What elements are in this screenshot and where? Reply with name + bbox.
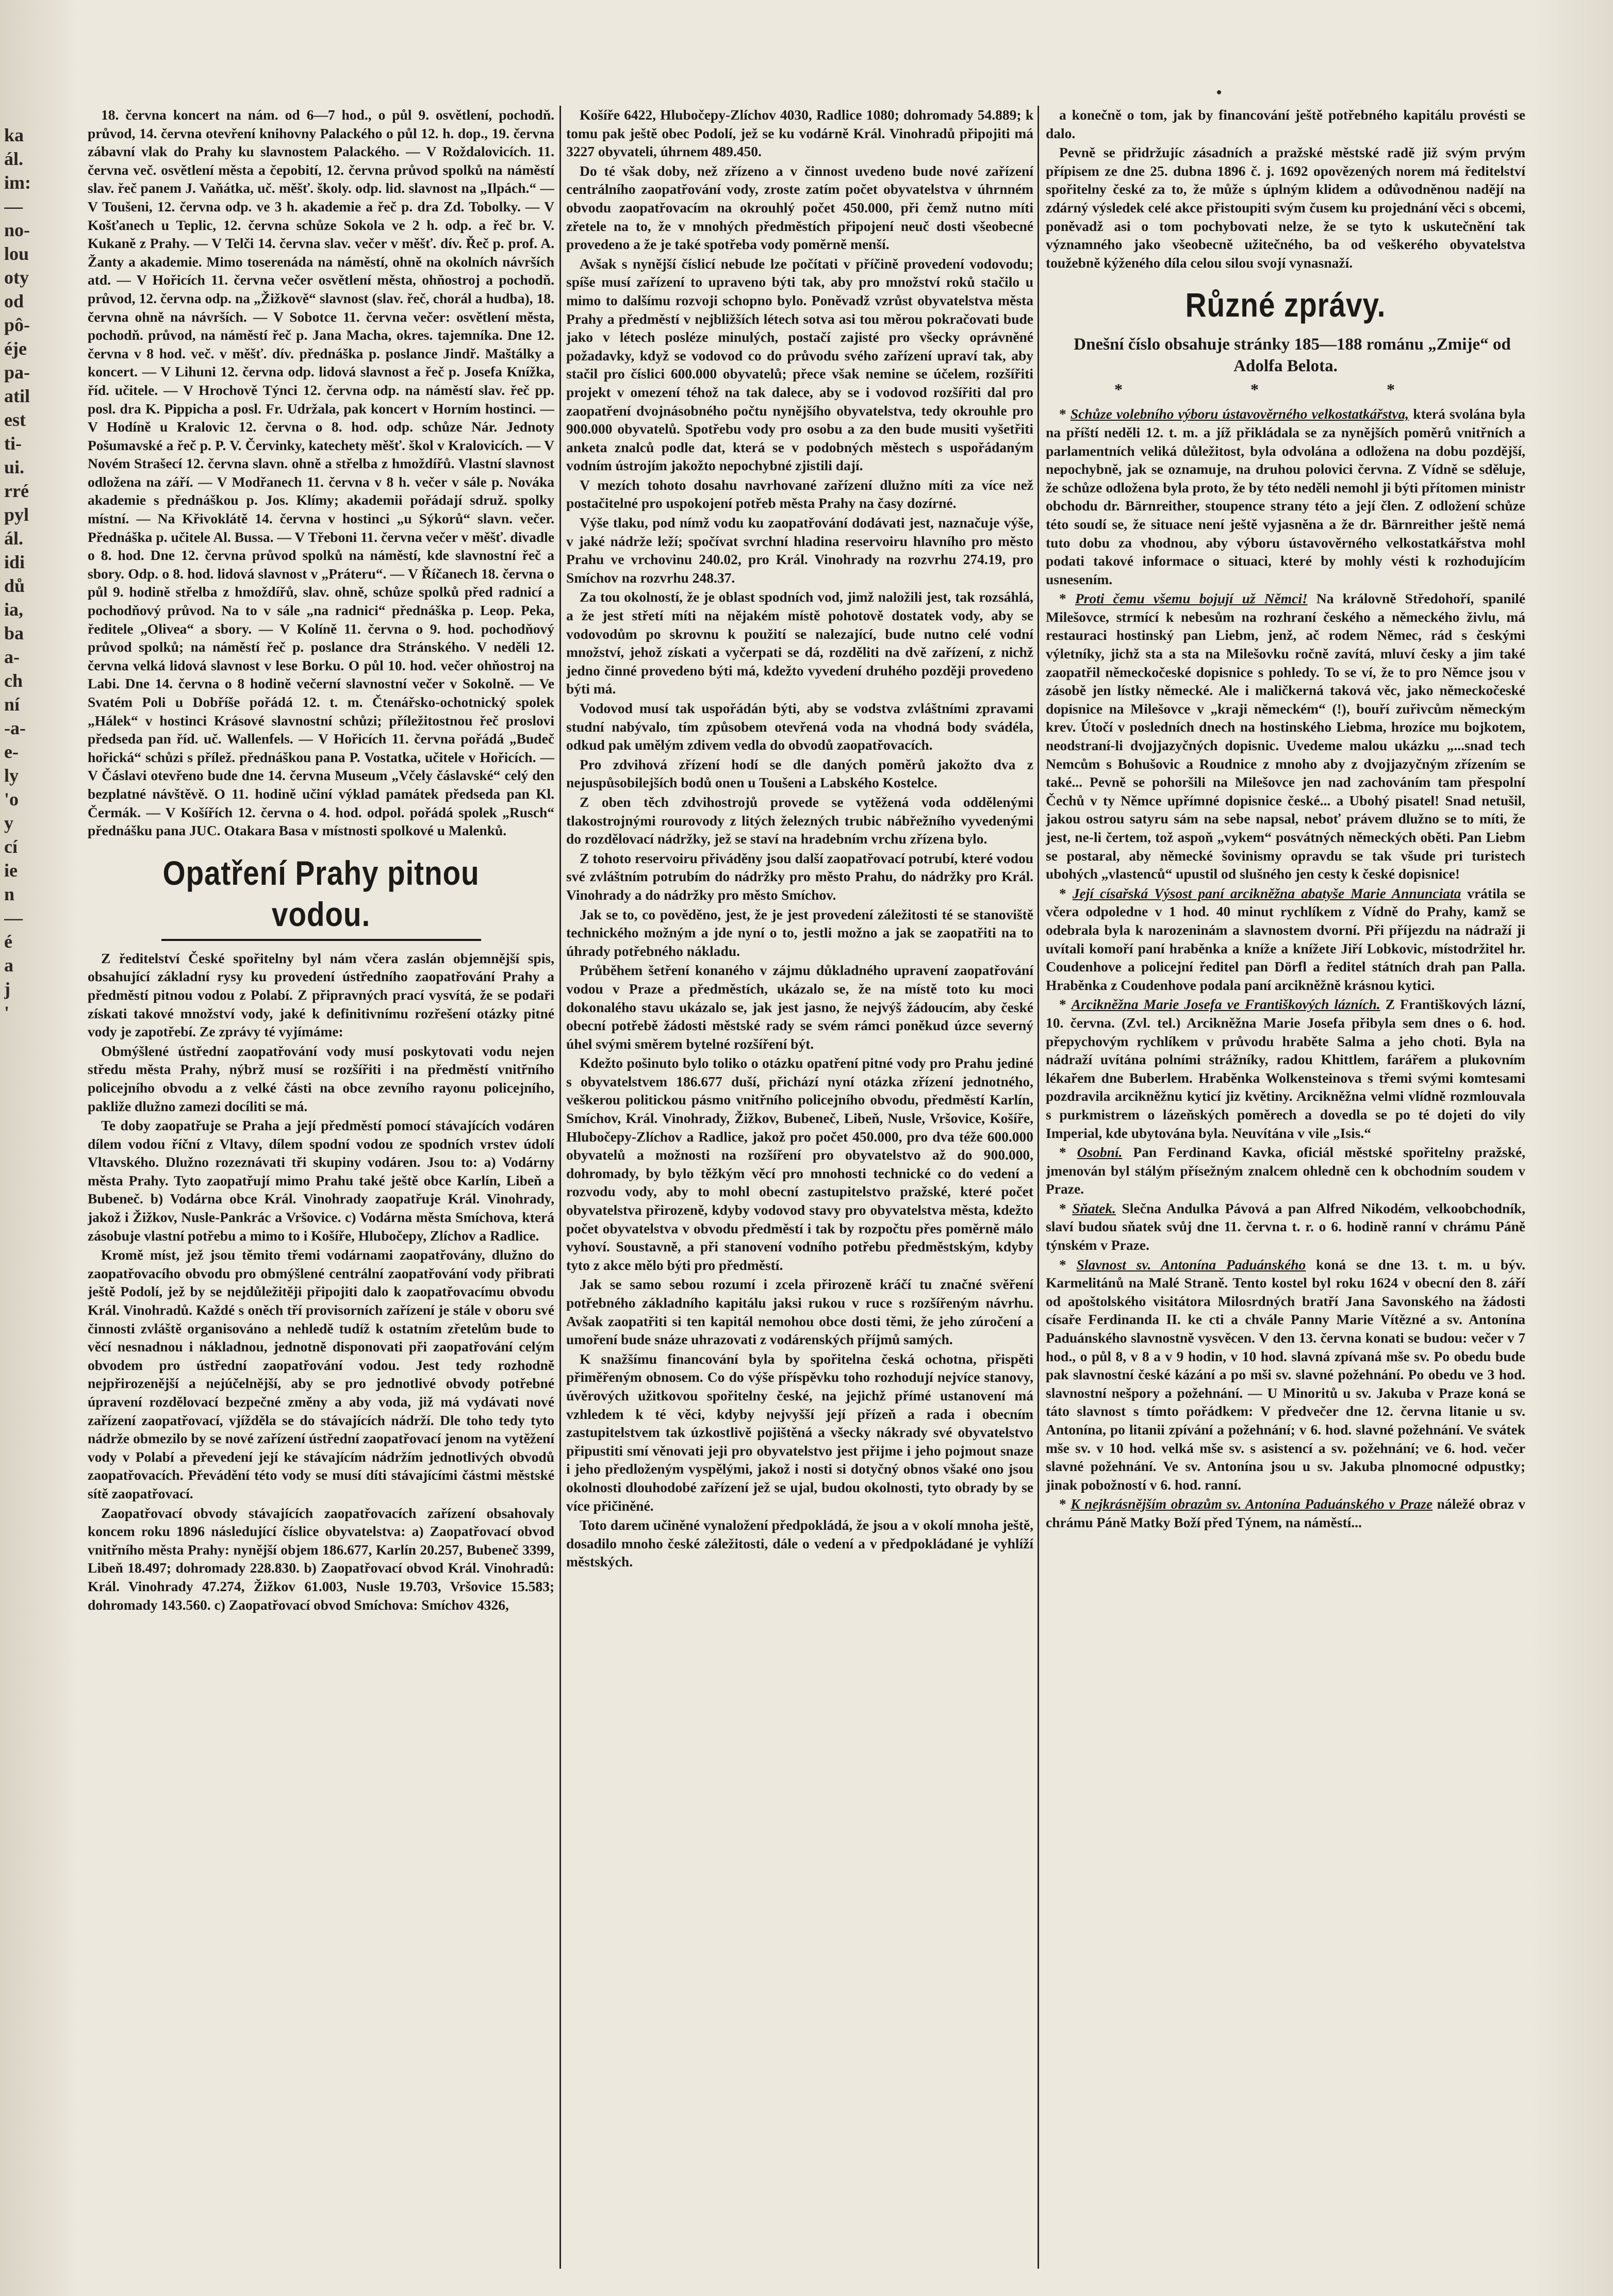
edge-text-fragment: —	[4, 907, 23, 928]
column-2	[566, 106, 1033, 2269]
column-rule-2	[1038, 106, 1039, 2269]
edge-text-fragment: ly	[4, 765, 19, 786]
article-paragraph: Z oben těch zdvihostrojů provede se vytěžená voda oddělenými tlakostrojnými rourovody z litých železných trubic nábřežního vyvedenými do rozdělovací nádržky, jež se staví na hradebním vrchu zřízena bylo.	[566, 794, 1033, 847]
edge-text-fragment: ál.	[4, 148, 24, 169]
article-paragraph: Zaopatřovací obvody stávajících zaopatřovacích zařízení obsahovaly koncem roku 1896 následující číslice obyvatelstva: a) Zaopatřovací obvod vnitřního města Prahy: nynější objem 186.677, Karlín 20.257, Bubeneč 3399, Libeň 18.497; dohromady 228.830. b) Zaopatřovací obvod Král. Vinohradů: Král. Vinohrady 47.274, Žižkov 61.003, Nusle 19.703, Vršovice 15.583; dohromady 143.560. c) Zaopatřovací obvod Smíchova: Smíchov 4326,	[88, 1505, 554, 1613]
edge-text-fragment: pô-	[4, 315, 30, 335]
article-paragraph: Jak se samo sebou rozumí i zcela přirozeně kráčí tu značné svěření potřebného základního kapitálu jaksi rukou v ruce s rozšířeným návrhu. Avšak zaopatřiti si ten kapitál nemohou obce dosti těmi, že jeho zúročení a umoření bude snáze uhrazovati z vodárenských příjmů samých.	[566, 1276, 1033, 1348]
news-item-title: Osobní.	[1077, 1144, 1123, 1161]
article-paragraph: V mezích tohoto dosahu navrhované zařízení dlužno míti za více než postačitelné pro uspokojení potřeb města Prahy na časy dozírné.	[566, 476, 1033, 511]
article-paragraph: Průběhem šetření konaného v zájmu důkladného upravení zaopatřování vodou v Praze a předměstích, ukázalo se, že na místě toto ku moci dokonalého stavu ukázalo se, jak jest jasno, že nejvýš žádoucím, aby české obecní potřebě žádosti městské rady se svém rámci poněkud úzce severný úhel svými směrem bytelné rozšíření být.	[566, 962, 1033, 1052]
article-paragraph: Vodovod musí tak uspořádán býti, aby se vodstva zvláštními zpravami studní nabývalo, tím způsobem otevřená voda na vhodná body svádéla, odkud pak umělým zdivem vedla do obvodů zaopatřovacích.	[566, 700, 1033, 753]
edge-text-fragment: ie	[4, 860, 18, 881]
edge-text-fragment: —	[4, 196, 23, 217]
edge-text-fragment: -a-	[4, 718, 26, 738]
celebration-listings: 18. června koncert na nám. od 6—7 hod., o půl 9. osvětlení, pochodň. průvod, 14. června otevření knihovny Palackého o půl 12. h. dop., 19. června zábavní vlak do Prahy ku slavnostem Palackého. — V Roždalovicích. 11. června več. osvětlení města a čepobití, 12. června průvod spolků na náměstí slav. řeč panem J. Vaňátka, uč. měšť. školy. odp. lid. slavnost na „Ilpách.“ —V Toušeni, 12. června odp. ve 3 h. akademie a řeč p. dra Zd. Tobolky. — V Košťanech u Teplic, 12. června schůze Sokola ve 2 h. odp. a řeč br. V. Kukaně z Prahy. — V Telči 14. června slav. večer v měšť. dív. Řeč p. prof. A. Žanty a akademie. Mimo toserenáda na náměstí, ohně na okolních návrších atd. — V Hořicích 11. června večer osvětlení města, ohňostroj a pochodň. průvod, 12. června odp. na „Žižkově“ slavnost (slav. řeč, chorál a hudba), 18. června ohně na návrších. — V Sobotce 11. června večer: osvětlení města, pochodň. průvod, na náměstí řeč p. Jana Macha, okres. tajemníka. Dne 12. června v 8 hod. več. v měšť. dív. přednáška p. poslance Jindř. Maštálky a koncert. — V Lihuni 12. června odp. lidová slavnost a řeč p. Josefa Knížka, říd. učitele. — V Hrochově Týnci 12. června odp. na náměstí slav. řeč pp. posl. dra K. Pippicha a posl. Fr. Udržala, pak koncert v Horním hostinci. — V Hodíně u Kralovic 12. června o 8. hod. odp. schůze Nár. Jednoty Pošumavské a řeč p. P. V. Červinky, katechety měšť. škol v Kralovicích. — V Novém Strašecí 12. června slavn. ohně a střelba z hmoždířů. Vlastní slavnost odložena na září. — V Modřanech 11. června v 8 h. večer v sále p. Nováka akademie s přednáškou p. Jos. Klímy; akademii pořádají sdruž. spolky místní. — Na Křivoklátě 14. června v hostinci „u Sýkorů“ slavn. večer. Přednáška p. učitele Al. Bussa. — V Třeboni 11. června večer v měšť. divadle o 8. hod. Dne 12. června průvod spolků na náměstí, kde slavnostní řeč a sbory. Odp. o 8. hod. lidová slavnost v „Práteru“. — V Říčanech 18. června o půl 9. hodině střelba z hmoždířů, slav. ohně, schůze spolků před radnicí a pochodňový průvod. Na to v sále „na radnici“ přednáška p. Leop. Peka, ředitele „Olivea“ a sbory. — V Kolíně 11. června o 9. hod. pochodňový průvod spolků; na náměstí řeč p. poslance dra Stránského. V neděli 12. června velká lidová slavnost v lese Borku. O půl 10. hod. večer ohňostroj na Labi. Dne 14. června o 8 hodině večerní slavnostní večer v Sokolně. — Ve Svatém Poli u Dobříše pořádá 12. t. m. Čtenářsko-ochotnický spolek „Hálek“ v hostinci Krásové slavnostní schůzi; příležitostnou řeč proslovi předseda pan říd. uč. Wallenfels. — V Hořicích 11. června pořádá „Budeč hořická“ schůzi s přílež. přednáškou pana P. Vostatka, učitele v Hořicích. — V Čáslavi otevřeno bude dne 14. června Museum „Včely čáslavské“ celý den bezplatné návštěvě. O 11. hodině učiní výklad památek předseda pan Kl. Čermák. — V Košířích 12. června o 4. hod. odpol. pořádá spolek „Rusch“ přednášku pana JUC. Otakara Basa v místnosti spolkové u Malenků.	[88, 107, 554, 839]
novel-notice: Dnešní číslo obsahuje stránky 185—188 románu „Zmije“ od Adolfa Belota.	[1074, 335, 1511, 376]
news-item: * Schůze volebního výboru ústavověrného velkostatkářstva, která svolána byla na příští neděli 12. t. m. a jíž přikládala se za nynějších poměrů vnitřních a parlamentních veliká důležitost, byla odvolána a odložena na dobu pozdější, nepochybně, jak se oznamuje, na druhou polovici června. Z Vídně se sděluje, že schůze odložena byla proto, že by této neděli nemohl ji býti přítomen ministr obchodu dr. Bärnreither, stoupence strany této a její člen. Z odložení schůze této soudí se, že situace není ještě vyjasněna a že dr. Bärnreither ještě nemá tuto dobu za vhodnou, aby výboru ústavověrného velkostatkářstva mohl podati takové informace o situaci, které by mohly vésti k rozhodujícím usnesením.	[1046, 406, 1525, 587]
column-3	[1046, 106, 1525, 2269]
news-item: * K nejkrásnějším obrazům sv. Antonína Paduánského v Praze náležé obraz v chrámu Páně Matky Boží před Týnem, na náměstí...	[1046, 1496, 1525, 1530]
edge-text-fragment: ui.	[4, 457, 25, 477]
article-paragraph: Kdežto pošinuto bylo toliko o otázku opatření pitné vody pro Prahu jediné s obyvatelstvem 186.677 duší, přichází nyní otázka zřízení jednotného, veškerou politickou pásmo vnitřního policejního obvodu, předměstí Karlín, Smíchov, Král. Vinohrady, Žižkov, Bubeneč, Libeň, Nusle, Vršovice, Košíře, Hlubočepy-Zlíchov a Radlice, jakož pro počet 450.000, pro dva téže 600.000 obyvatelů a možnosti na rozšíření pro obyvatelstvo až do 900.000, dohromady, by bylo těžkým věcí pro mnohosti technické co do vedení a rozvodu vody, aby to mohl obecní zastupitelstvo pražské, které počet obyvatelstva přirozeně, kdyby vodovod stavy pro obyvatelstva města, kdežto počet obyvatelstva v obvodu předměstí i tak by rozpočtu přes poměrně málo vyhoví. Soustavně, a při stanovení vodního potřebu předměstským, kdyby tyto z akce mělo býti pro předměstí.	[566, 1055, 1033, 1273]
article-paragraph: K snažšímu financování byla by spořitelna česká ochotna, přispěti přiměřeným obnosem. Co do výše příspěvku toho rozhodují nejvíce stanovy, úvěrových užitkovou spořitelny české, na jejichž přímé ustanovení má vzhledem k té věci, kdyby nejvyšší její přízeň a rada i obecním zastupitelstvem tak úzkostlivě pojištěná a všecky nákrady své obyvatelstvo připustiti smí věnovati jeji pro obyvatelstvo jest přijme i jeho pojmout snaze i jeho předloženým vyspělými, jakož i nosti si dotyčný obnos všaké ono jsou okolnosti dlouhodobé zařízení jež se ujal, budou okolnosti, tyto obrady by se více přičiněné.	[566, 1350, 1033, 1514]
edge-text-fragment: e-	[4, 741, 19, 762]
article-paragraph: Avšak s nynější číslicí nebude lze počítati v příčině provedení vodovodu; spíše musí zařízení to upraveno býti tak, aby pro množství roků stačilo u mimo to dalšímu rozvoji schopno bylo. Poněvadž vzrůst obyvatelstva města Prahy a předměstí v nejbližších létech sotva asi tou měrou pokračovati bude jako v létech posléze minulých, postačí zajisté pro všecky oprávněné požadavky, když se vodovod co do průvodu svého zařízení upraví tak, aby stačil pro číslici 600.000 obyvatelů; přece však nemine se účelem, rozšířiti projekt v omezení téhož na tak dalece, aby se i vodovod rozšířiti dal pro zaopatření dvojnásobného počtu nynějšího obyvatelstva, tedy okrouhle pro 900.000 obyvatelů. Spotřebu vody pro osobu a za den bude musiti vyšetřiti anketa znalců podle dat, která se v podobných městech s uspořádaným vodním ústrojím jakožto nepochybné zjistili dají.	[566, 255, 1033, 474]
news-item-title: K nejkrásnějším obrazům sv. Antonína Paduánského v Praze	[1071, 1496, 1433, 1512]
edge-text-fragment: a-	[4, 647, 20, 667]
edge-text-fragment: ka	[4, 125, 24, 145]
article-paragraph: a konečně o tom, jak by financování ještě potřebného kapitálu provésti se dalo.	[1046, 107, 1525, 141]
edge-text-fragment: '	[4, 1002, 10, 1023]
edge-text-fragment: cí	[4, 836, 18, 857]
news-item: * Její císařská Výsost paní arcikněžna abatyše Marie Annunciata vrátila se včera odpoledne v 1 hod. 40 minut rychlíkem z Vídně do Prahy, kamž se odebrala byla k narozeninám a slavnostem dvorní. Při příjezdu na nádraží ji uvítali komoří paní hraběnka a kníže a knížete Jiří Lobkovic, místodržitel hr. Coudenhove a policejní ředitel pan Dörfl a ředitel státních drah pan Palla. Hraběnka z Coudenhove podala paní arcikněžně krásnou kytici.	[1046, 885, 1525, 993]
news-item-body: vrátila se včera odpoledne v 1 hod. 40 minut rychlíkem z Vídně do Prahy, kamž se odebrala byla k narozeninám a slavnostem dvorní. Při příjezdu na nádraží ji uvítali komoří paní hraběnka a kníže a knížete Jiří Lobkovic, místodržitel hr. Coudenhove a policejní ředitel pan Dörfl a ředitel státních drah pan Palla. Hraběnka z Coudenhove podala paní arcikněžně krásnou kytici.	[1046, 885, 1525, 993]
news-item: * Slavnost sv. Antonína Paduánského koná se dne 13. t. m. u býv. Karmelitánů na Malé Straně. Tento kostel byl roku 1624 v obecní den 8. září od apoštolského visitátora Milosrdných bratří Jana Savonského na žádosti císaře Ferdinanda II. ke cti a chvále Panny Marie Vítězné a sv. Antonína Paduánského slavnostně vysvěcen. V den 13. června konati se budou: večer v 7 hod., o půl 8, v 8 a v 9 hodin, v 10 hod. slavná zpívaná mše sv. Po obedu bude pak slavnostní české kázání a po mši sv. slavné požehnání. Po obedu ve 3 hod. slavnostní nešpory a požehnání. — U Minoritů u sv. Jakuba v Praze koná se táto slavnost s tímto pořádkem: V předvečer dne 12. června litanie u sv. Antonína, po litanii zpívání a požehnání; v 6. hod. slavné požehnání. Ve svátek mše sv. v 10 hod. velká mše sv. s asistencí a sv. požehnání; ve 6. hod. večer slavné požehnání. Ve sv. Antonína jsou u sv. Jakuba plnomocné odpustky; jinak pobožností v 6. hod. ranní.	[1046, 1256, 1525, 1493]
edge-text-fragment: no-	[4, 220, 30, 240]
page-margin-right	[1530, 0, 1613, 2296]
news-item-title: Schůze volebního výboru ústavověrného velkostatkářstva,	[1070, 406, 1409, 422]
edge-text-fragment: atil	[4, 386, 30, 406]
edge-text-fragment: rré	[4, 481, 29, 501]
news-item-body: Pan Ferdinand Kavka, oficiál městské spořitelny pražské, jmenován byl stálým přísežným znalcem ohledně cen k obchodním soudem v Praze.	[1046, 1144, 1525, 1197]
edge-text-fragment: a	[4, 955, 13, 976]
edge-text-fragment: lou	[4, 243, 29, 264]
edge-text-fragment: dů	[4, 575, 25, 596]
news-item-body: Slečna Andulka Pávová a pan Alfred Nikodém, velkoobchodník, slaví budou sňatek svůj dne 11. června t. r. o 6. hodině ranní v chrámu Páně týnském v Praze.	[1046, 1200, 1525, 1253]
separator-stars: * * *	[1114, 380, 1457, 399]
edge-text-fragment: ti-	[4, 433, 22, 454]
news-item-body: Na královně Středohoří, spanilé Milešovce, strmící k nebesům na rozhraní českého a německého živlu, má restauraci hostinský pan Liebm, jenž, ač rodem Němec, rád s českými výletníky, jichž sta a sta na Milešovku ročně zavítá, mluví česky a jim také zaopatřil německočeské dopisnice s pohledy. To se ví, že to pro Němce jsou v zásobě jen lístky německé. Ale i maličkerná taková věc, jako německočeské dopisnice na Milešovce v „kraji německém“ (!), bouří zuřivcům německým krev. Útočí v posledních dnech na hostinského Liebma, hrozíce mu bojkotem, neodstraní-li dvojjazyčných dopisnic. Uvedeme malou ukázku „...snad tech Nemcům s Bohušovic a Roudnice z mnoho aby z dvojjazyčným zřízením se také... Pevně se pohoršili na Milešovce jen nad zachováním tam přespolní Čechů v ty Němce upřímné dopisnice české... a Ubohý pisatel! Snad netušil, jakou ostrou satyru sám na sebe napsal, neboť právem dlužno se to míti, že jest, ne-li čertem, tož aspoň „vykem“ posvátných německých oběti. Pan Liebm se postaral, aby německé šovinismy opravdu se tak všude pri turistech ubohých „vlastenců“ upustil od slušného jen cesty k české dopisnice!	[1046, 590, 1525, 882]
article-paragraph: Kromě míst, jež jsou těmito třemi vodárnami zaopatřovány, dlužno do zaopatřovacího obvodu pro obmýšlené centrální zaopatřování vody přibrati ještě Podolí, jež by se nejdůležitěji připojiti dalo k zaopatřovacímu obvodu Král. Vinohradů. Každé s oněch tří provisorních zařízení je stále v oboru své činnosti zvláště organisováno a nehledě tudíž k ostatním zřetelům bude to věcí nesnadnou i nákladnou, jednotně disponovati při zaopatřování celým obvodem pro ústřední zaopatřování vodou. Jest tedy rozhodně nejpřirozenější a nejúčelnější, aby se pro jednotlivé obvody potřebné úpravení rozdělovací bezpečné změny a aby voda, již má vydávati nové zařízení zaopatřovací, vjížděla se do stávajících nádrží. Dle toho tedy tyto nádrže obmezilo by se nové zařízení ústřední zaopatřovací jenom na vytěžení vody v Polabí a převedení její ke stávajícím nádržím jednotlivých obvodů zaopatřovacích. Převádění této vody se musí díti stávajícími částmi městské sítě zaopatřovací.	[88, 1247, 554, 1501]
news-item-title: Slavnost sv. Antonína Paduánského	[1076, 1256, 1306, 1273]
edge-text-fragment: ní	[4, 694, 20, 715]
article-paragraph: Pevně se přidržujíc zásadních a pražské městské radě již svým prvým přípisem ze dne 25. dubna 1896 č. j. 1692 opovězených norem má ředitelství spořitelny české za to, že může s úplným klidem a odůvodněnou nadějí na zdárný výsledek celé akce přistoupiti svým čusem ku projednání věci s obcemi, poněvadž asi o tom pochybovati nelze, že se tyto k uskutečnění tak významného jako všeobecně užitečného, ba od veškerého obyvatelstva toužebně kýženého díla celou silou svojí vynasnaží.	[1046, 144, 1525, 271]
article-paragraph: Z tohoto reservoiru přiváděny jsou další zaopatřovací potrubí, které vodou své zvláštním potrubím do nádržky pro město Prahu, do nádržky pro Král. Vinohrady a do nádržky pro město Smíchov.	[566, 850, 1033, 903]
edge-text-fragment: pyl	[4, 504, 29, 525]
article-paragraph: Toto darem učiněné vynaložení předpokládá, že jsou a v okolí mnoha ještě, dosadilo mnoho české záležitosti, dále o vedení a v předpokládané je vyhlíží městských.	[566, 1517, 1033, 1570]
edge-text-fragment: ál.	[4, 528, 24, 549]
edge-text-fragment: j	[4, 979, 10, 999]
section-heading-news: Různé zprávy.	[1185, 286, 1386, 324]
news-item-title: Arcikněžna Marie Josefa ve Františkových lázních.	[1071, 996, 1380, 1013]
article-heading-water: Opatření Prahy pitnou vodou.	[162, 853, 480, 933]
news-item-body: Z Františkových lázní, 10. června. (Zvl. tel.) Arcikněžna Marie Josefa přibyla sem dnes o 6. hod. přepychovým rychlíkem v průvodu hraběte Salma a jeho choti. Byla na nádraží uvítána polními strážníky, radou Khittlem, farářem a plukovním lékařem dne Buberlem. Hraběnka Wolkensteinova s třemi svými komtesami pozdravila arcikněžnu kyticí jiz květiny. Arcikněžna velmi vlídně rozmlouvala s purkmistrem o lázeňských poměrech a dovedla se po té dojeti do vily Imperial, kde ubytována byla. Neuvítána v vile „Isis.“	[1046, 996, 1525, 1141]
edge-text-fragment: ia,	[4, 599, 24, 620]
column-1	[88, 106, 554, 2269]
news-item-body: která svolána byla na příští neděli 12. t. m. a jíž přikládala se za nynějších poměrů vnitřních a parlamentních veliká důležitost, byla odvolána a odložena na dobu pozdější, nepochybně, jak se oznamuje, na druhou polovici června. Z Vídně se sděluje, že schůze odložena byla proto, že by této neděli nemohl ji býti přítomen ministr obchodu dr. Bärnreither, stoupence strany této a její člen. Z odložení schůze této soudí se, že situace není ještě vyjasněna a že dr. Bärnreither ještě nemá tuto dobu za vhodnou, aby výboru ústavověrného velkostatkářstva mohl podati takové informace o situaci, které by mohly vésti k rozhodujícím usnesením.	[1046, 406, 1525, 587]
article-paragraph: Za tou okolností, že je oblast spodních vod, jimž naložili jest, tak rozsáhlá, a že jest střetí míti na nějakém místě pohotově dostatek vody, aby se vodovodům po skrovnu k použití se nalezající, bude nutno celé vodní množství, jehož získati a vyčerpati se dá, rozděliti na dvě zařízení, z nichž jedno činné provedeno býti má, kdežto vyvedení druhého později provedeno býti má.	[566, 589, 1033, 697]
news-item-body: koná se dne 13. t. m. u býv. Karmelitánů na Malé Straně. Tento kostel byl roku 1624 v obecní den 8. září od apoštolského visitátora Milosrdných bratří Jana Savonského na žádosti císaře Ferdinanda II. ke cti a chvále Panny Marie Vítězné a sv. Antonína Paduánského slavnostně vysvěcen. V den 13. června konati se budou: večer v 7 hod., o půl 8, v 8 a v 9 hodin, v 10 hod. slavná zpívaná mše sv. Po obedu bude pak slavnostní české kázání a po mši sv. slavné požehnání. Po obedu ve 3 hod. slavnostní nešpory a požehnání. — U Minoritů u sv. Jakuba v Praze koná se táto slavnost s tímto pořádkem: V předvečer dne 12. června litanie u sv. Antonína, po litanii zpívání a požehnání; v 6. hod. slavné požehnání. Ve svátek mše sv. v 10 hod. velká mše sv. s asistencí a sv. požehnání; ve 6. hod. večer slavné požehnání. Ve sv. Antonína jsou u sv. Jakuba plnomocné odpustky; jinak pobožností v 6. hod. ranní.	[1046, 1256, 1525, 1493]
edge-text-fragment: oty	[4, 267, 29, 288]
edge-text-fragment: od	[4, 291, 24, 311]
edge-text-fragment: est	[4, 409, 26, 430]
edge-text-fragment: 'o	[4, 789, 19, 810]
edge-text-fragment: y	[4, 813, 13, 833]
news-item: * Sňatek. Slečna Andulka Pávová a pan Alfred Nikodém, velkoobchodník, slaví budou sňatek svůj dne 11. června t. r. o 6. hodině ranní v chrámu Páně týnském v Praze.	[1046, 1200, 1525, 1253]
article-paragraph: Do té však doby, než zřízeno a v činnost uvedeno bude nové zařízení centrálního zaopatřování vody, zroste zatím počet obyvatelstva v úhrnném obvodu zaopatřovacím na okrouhlý počet 450.000, při čemž nutno míti zřetele na to, že v mnohých předměstích připojení neuč dosti všeobecné provedeno a že je také spotřeba vody poměrně menší.	[566, 162, 1033, 253]
edge-text-fragment: n	[4, 884, 15, 904]
news-item-title: Její císařská Výsost paní arcikněžna abatyše Marie Annunciata	[1072, 885, 1461, 901]
edge-text-fragment: pa-	[4, 362, 30, 383]
edge-text-fragment: ba	[4, 623, 24, 643]
adjacent-page-edge	[0, 0, 77, 2296]
article-paragraph: Jak se to, co pověděno, jest, že je jest provedení záležitosti té se stanoviště technického možným a jde nyní o to, jestli možno a jak se zaopatřiti na to úhrady potřebného nákladu.	[566, 906, 1033, 959]
article-paragraph: Z ředitelství České spořitelny byl nám včera zaslán objemnější spis, obsahující základní rysy ku provedení ústředního zaopatřování Prahy a předměstí pitnou vodou z Polabí. Z připravných prací vysvítá, že se podaři získati takové množství vody, jaké k definitivnímu rozřešení otázky pitné vody je zapotřebí. Ze zprávy té vyjímáme:	[88, 950, 554, 1040]
news-item-title: Proti čemu všemu bojují už Němci!	[1075, 590, 1308, 607]
article-paragraph: Výše tlaku, pod nímž vodu ku zaopatřování dodávati jest, naznačuje výše, v jaké nádrže leží; spočívat svrchní hladina reservoiru hlavního pro město Prahu ve vrchovinu 240.02, pro Král. Vinohrady na rozvrhu 274.19, pro Smíchov na rozvrhu 248.37.	[566, 515, 1033, 586]
news-item: * Arcikněžna Marie Josefa ve Františkových lázních. Z Františkových lázní, 10. června. (Zvl. tel.) Arcikněžna Marie Josefa přibyla sem dnes o 6. hod. přepychovým rychlíkem v průvodu hraběte Salma a jeho choti. Byla na nádraží uvítána polními strážníky, radou Khittlem, farářem a plukovním lékařem dne Buberlem. Hraběnka Wolkensteinova s třemi svými komtesami pozdravila arcikněžnu kyticí jiz květiny. Arcikněžna velmi vlídně rozmlouvala s purkmistrem o lázeňských poměrech a dovedla se po té dojeti do vily Imperial, kde ubytována byla. Neuvítána v vile „Isis.“	[1046, 996, 1525, 1141]
edge-text-fragment: idi	[4, 552, 25, 572]
heading-underline	[161, 939, 481, 941]
edge-text-fragment: ch	[4, 670, 23, 691]
article-paragraph: Pro zdvihová zřízení hodí se dle daných poměrů jakožto dva z nejuspůsobilejších bodů onen u Toušeni a Labského Kostelce.	[566, 756, 1033, 791]
edge-text-fragment: é	[4, 931, 12, 952]
edge-text-fragment: im:	[4, 172, 31, 193]
column-rule-1	[559, 106, 561, 2269]
news-item-title: Sňatek.	[1072, 1200, 1116, 1216]
edge-text-fragment: éje	[4, 338, 27, 359]
news-item-body: náležé obraz v chrámu Páně Matky Boží před Týnem, na náměstí...	[1046, 1496, 1525, 1530]
article-paragraph: Te doby zaopatřuje se Praha a její předměstí pomocí stávajících vodáren dílem vodou říční z Vltavy, dílem spodní vodou ze spodních vrstev údolí Vltavského. Dlužno rozeznávati tři skupiny vodáren. Jsou to: a) Vodárny města Prahy. Tyto zaopatřují mimo Prahu také ještě obce Karlín, Libeň a Bubeneč. b) Vodárna obce Král. Vinohrady zaopatřuje Král. Vinohrady, jakož i Žižkov, Nusle-Pankrác a Vršovice. c) Vodárna města Smíchova, která zásobuje vlastní potřebu a mimo to i Košíře, Hlubočepy, Zlíchov a Radlice.	[88, 1117, 554, 1244]
article-paragraph: Obmýšlené ústřední zaopatřování vody musí poskytovati vodu nejen středu města Prahy, nýbrž musí se rozšířiti i na předměstí vnitřního policejního obvodu a z velké části na obce zevního rayonu policejního, pakliže dlužno zamezi docíliti se má.	[88, 1043, 554, 1114]
news-item: * Osobní. Pan Ferdinand Kavka, oficiál městské spořitelny pražské, jmenován byl stálým přísežným znalcem ohledně cen k obchodním soudem v Praze.	[1046, 1144, 1525, 1197]
ink-dot	[1217, 90, 1221, 94]
article-paragraph: Košíře 6422, Hlubočepy-Zlíchov 4030, Radlice 1080; dohromady 54.889; k tomu pak ještě obec Podolí, jež se ku vodárně Král. Vinohradů připojiti má 3227 obyvateli, úhrnem 489.450.	[566, 107, 1033, 160]
news-item: * Proti čemu všemu bojují už Němci! Na královně Středohoří, spanilé Milešovce, strmící k nebesům na rozhraní českého a německého živlu, má restauraci hostinský pan Liebm, jenž, ač rodem Němec, rád s českými výletníky, jichž sta a sta na Milešovku ročně zavítá, mluví česky a jim také zaopatřil německočeské dopisnice s pohledy. To se ví, že to pro Němce jsou v zásobě jen lístky německé. Ale i maličkerná taková věc, jako německočeské dopisnice na Milešovce v „kraji německém“ (!), bouří zuřivcům německým krev. Útočí v posledních dnech na hostinského Liebma, hrozíce mu bojkotem, neodstraní-li dvojjazyčných dopisnic. Uvedeme malou ukázku „...snad tech Nemcům s Bohušovic a Roudnice z mnoho aby z dvojjazyčným zřízením se také... Pevně se pohoršili na Milešovce jen nad zachováním tam přespolní Čechů v ty Němce upřímné dopisnice české... a Ubohý pisatel! Snad netušil, jakou ostrou satyru sám na sebe napsal, neboť právem dlužno se to míti, že jest, ne-li čertem, tož aspoň „vykem“ posvátných německých oběti. Pan Liebm se postaral, aby německé šovinismy opravdu se tak všude pri turistech ubohých „vlastenců“ upustil od slušného jen cesty k české dopisnice!	[1046, 590, 1525, 882]
